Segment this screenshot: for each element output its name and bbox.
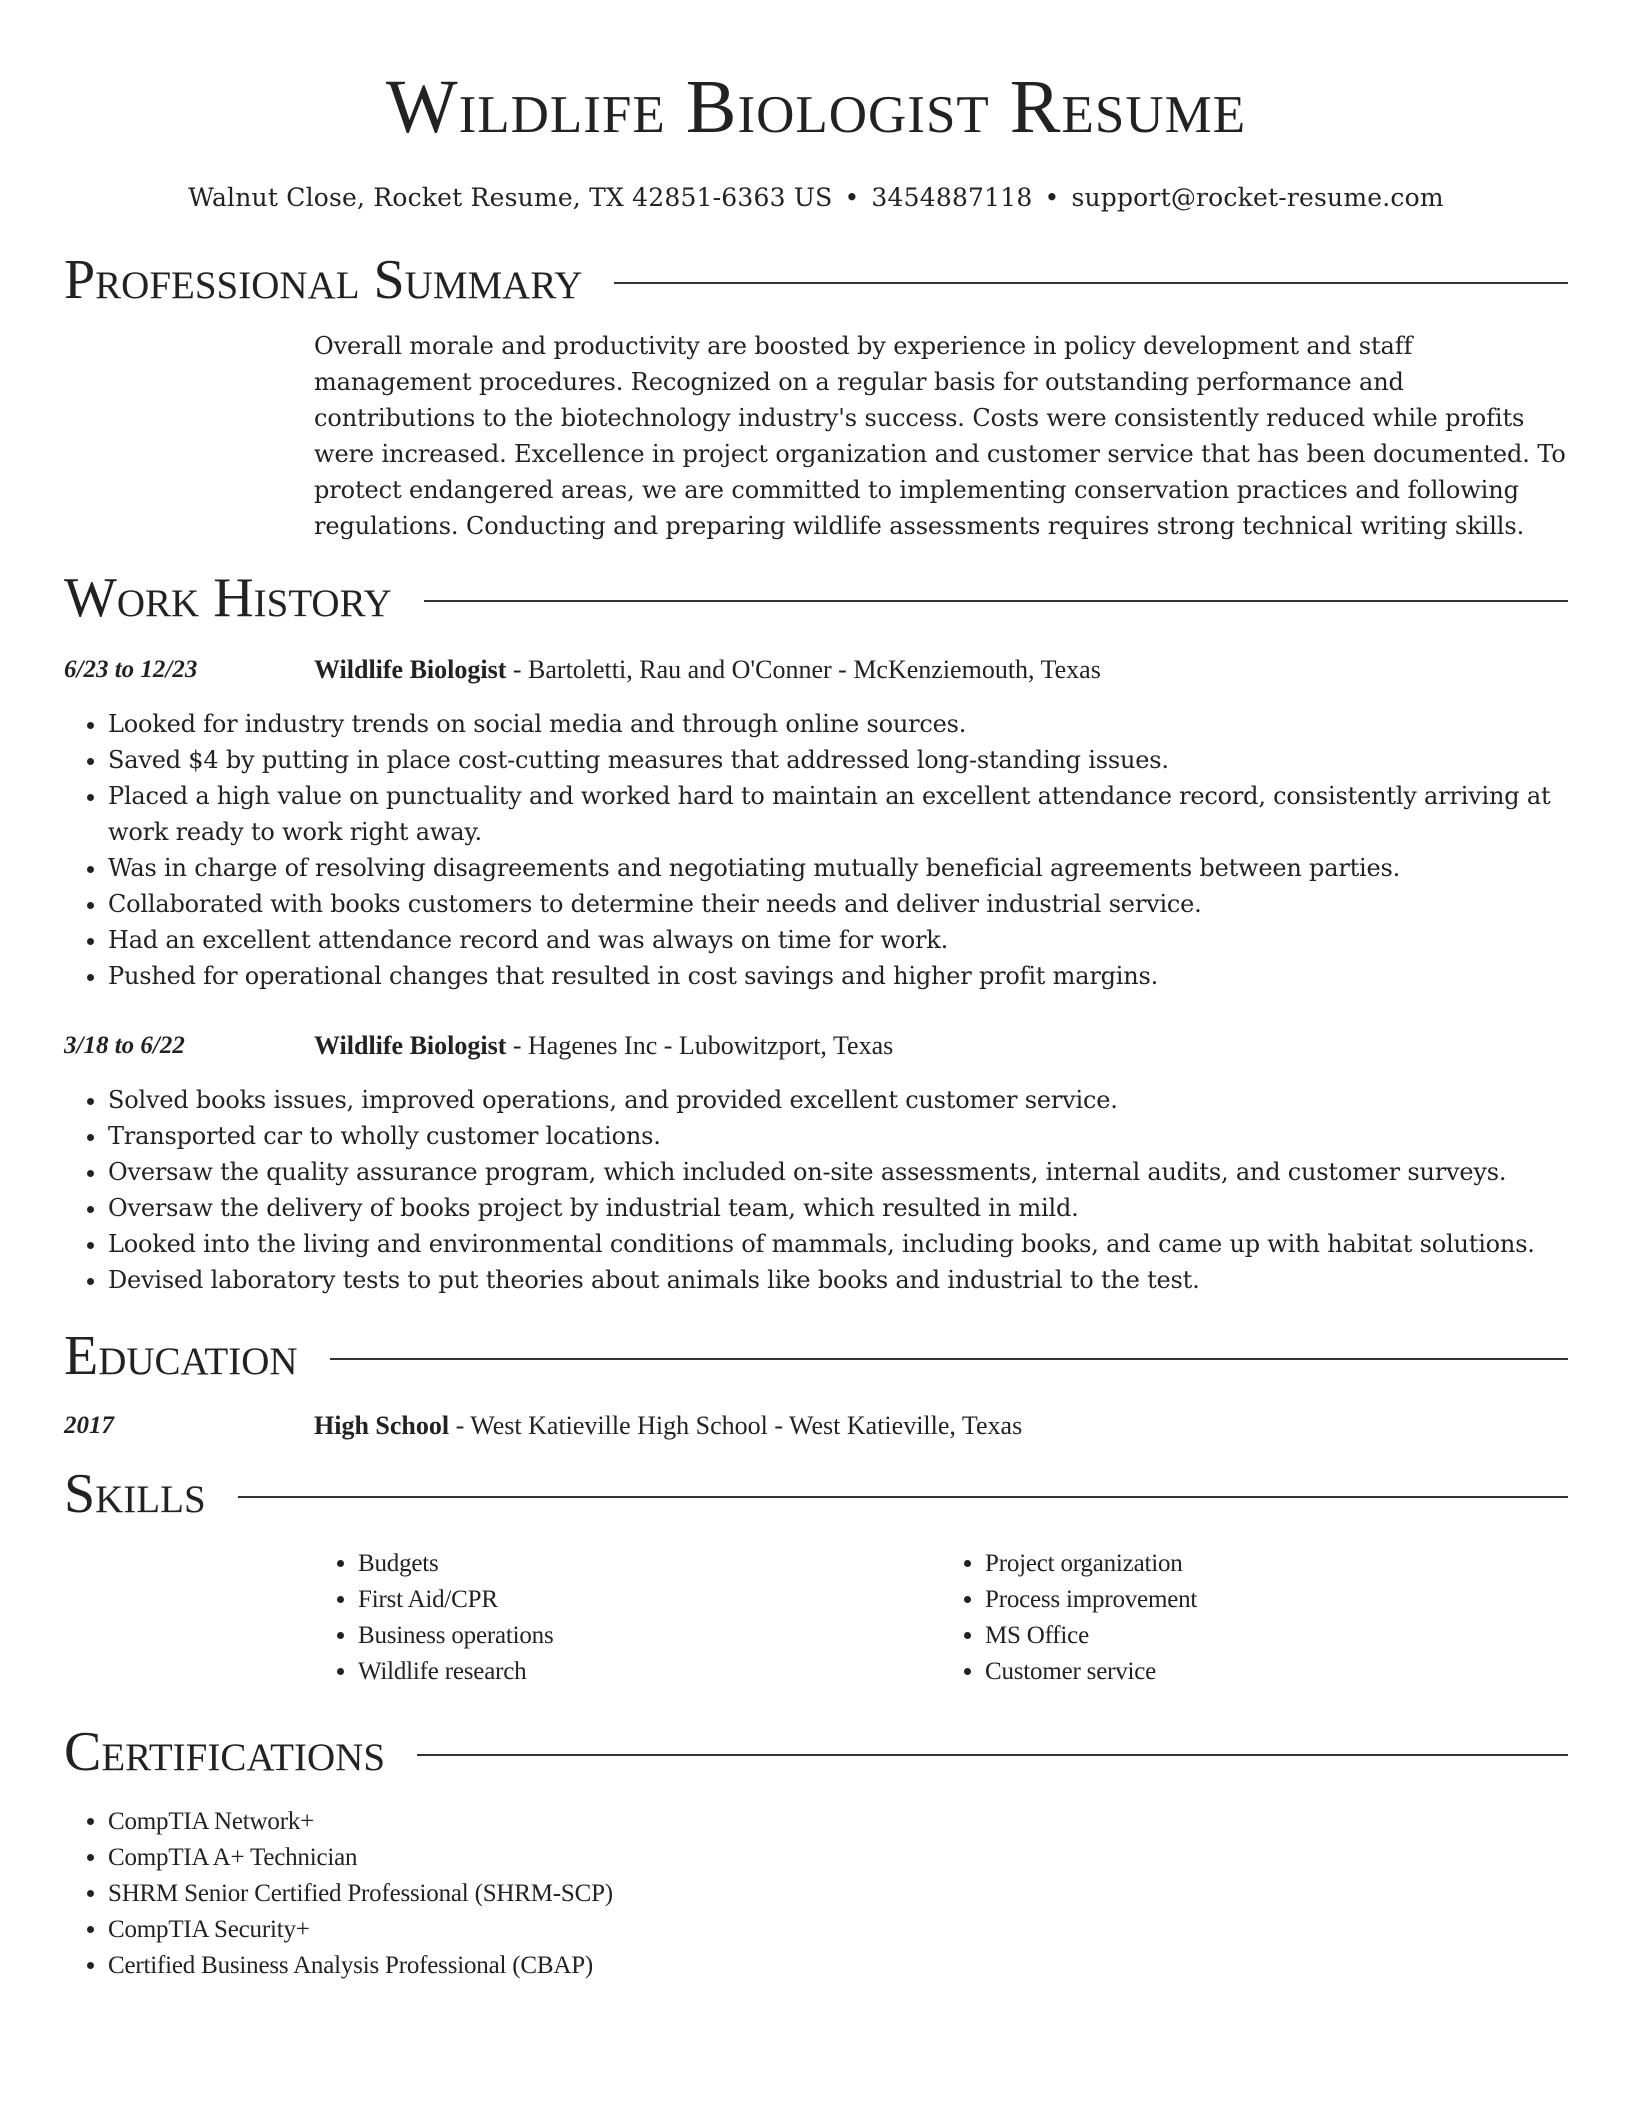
- list-item: • Customer service: [985, 1654, 1568, 1690]
- work-section-header: [64, 566, 1568, 630]
- contact-separator: •: [844, 183, 860, 212]
- email: support@rocket-resume.com: [1071, 183, 1444, 212]
- certifications-section-header: [64, 1720, 1568, 1784]
- job-dates: 6/23 to 12/23: [64, 656, 198, 683]
- contact-separator: •: [1044, 183, 1060, 212]
- certifications-list: [64, 1804, 1568, 1984]
- list-item: • Business operations: [358, 1618, 941, 1654]
- resume-title: Wildlife Biologist Resume: [385, 65, 1247, 149]
- job-details: - Hagenes Inc - Lubowitzport, Texas: [506, 1031, 894, 1060]
- job-bullets: [64, 706, 1568, 994]
- list-item: • MS Office: [985, 1618, 1568, 1654]
- list-item: • Solved books issues, improved operations, and provided excellent customer service.: [108, 1082, 1568, 1118]
- list-item: • Had an excellent attendance record and was always on time for work.: [108, 922, 1568, 958]
- education-degree: High School: [314, 1411, 450, 1440]
- section-divider: [417, 1754, 1568, 1756]
- list-item: • Was in charge of resolving disagreements and negotiating mutually beneficial agreements between parties.: [108, 850, 1568, 886]
- job-entry: [64, 1028, 1568, 1298]
- job-dates: 3/18 to 6/22: [64, 1032, 185, 1059]
- list-item: • Placed a high value on punctuality and worked hard to maintain an excellent attendance record, consistently arriving at work ready to work right away.: [108, 778, 1568, 850]
- skills-section-header: [64, 1462, 1568, 1526]
- skills-columns: [314, 1546, 1568, 1690]
- list-item: • CompTIA Network+: [108, 1804, 1568, 1840]
- list-item: • Looked into the living and environmental conditions of mammals, including books, and came up with habitat solutions.: [108, 1226, 1568, 1262]
- list-item: • Transported car to wholly customer locations.: [108, 1118, 1568, 1154]
- list-item: • Certified Business Analysis Professional (CBAP): [108, 1948, 1568, 1984]
- list-item: • First Aid/CPR: [358, 1582, 941, 1618]
- work-heading: Work History: [64, 567, 392, 629]
- skills-list-left: [314, 1546, 941, 1690]
- list-item: • Devised laboratory tests to put theories about animals like books and industrial to the test.: [108, 1262, 1568, 1298]
- list-item: • SHRM Senior Certified Professional (SHRM-SCP): [108, 1876, 1568, 1912]
- list-item: • CompTIA A+ Technician: [108, 1840, 1568, 1876]
- job-heading: [314, 652, 1568, 688]
- list-item: • CompTIA Security+: [108, 1912, 1568, 1948]
- list-item: • Project organization: [985, 1546, 1568, 1582]
- job-header: [64, 1028, 1568, 1064]
- job-title: Wildlife Biologist: [314, 1031, 507, 1060]
- list-item: • Budgets: [358, 1546, 941, 1582]
- contact-line: [64, 182, 1568, 214]
- job-entry: [64, 652, 1568, 994]
- section-divider: [330, 1358, 1568, 1360]
- job-heading: [314, 1028, 1568, 1064]
- job-header: [64, 652, 1568, 688]
- list-item: • Looked for industry trends on social media and through online sources.: [108, 706, 1568, 742]
- education-entry: [64, 1408, 1568, 1444]
- section-divider: [238, 1496, 1568, 1498]
- education-details: - West Katieville High School - West Katieville, Texas: [449, 1411, 1023, 1440]
- job-title: Wildlife Biologist: [314, 655, 507, 684]
- section-divider: [424, 600, 1568, 602]
- education-heading-line: [314, 1408, 1568, 1444]
- job-bullets: [64, 1082, 1568, 1298]
- summary-section-header: [64, 248, 1568, 312]
- skills-heading: Skills: [64, 1463, 206, 1525]
- list-item: • Process improvement: [985, 1582, 1568, 1618]
- summary-text: Overall morale and productivity are boosted by experience in policy development and staff management procedures. Recognized on a regular basis for outstanding performance and contributions to the biotechnology industry's success. Costs were consistently reduced while profits were increased. Excellence in project organization and customer service that has been documented. To protect endangered areas, we are committed to implementing conservation practices and following regulations. Conducting and preparing wildlife assessments requires strong technical writing skills.: [314, 332, 1566, 540]
- list-item: • Oversaw the delivery of books project by industrial team, which resulted in mild.: [108, 1190, 1568, 1226]
- education-year: 2017: [64, 1412, 114, 1439]
- section-divider: [614, 282, 1568, 284]
- phone: 3454887118: [871, 183, 1033, 212]
- list-item: • Collaborated with books customers to determine their needs and deliver industrial service.: [108, 886, 1568, 922]
- list-item: • Saved $4 by putting in place cost-cutting measures that addressed long-standing issues.: [108, 742, 1568, 778]
- job-details: - Bartoletti, Rau and O'Conner - McKenziemouth, Texas: [506, 655, 1101, 684]
- skills-list-right: [941, 1546, 1568, 1690]
- list-item: • Oversaw the quality assurance program, which included on-site assessments, internal audits, and customer surveys.: [108, 1154, 1568, 1190]
- education-section-header: [64, 1324, 1568, 1388]
- list-item: • Wildlife research: [358, 1654, 941, 1690]
- education-heading: Education: [64, 1325, 298, 1387]
- address: Walnut Close, Rocket Resume, TX 42851-6363 US: [188, 183, 833, 212]
- summary-heading: Professional Summary: [64, 249, 583, 311]
- certifications-heading: Certifications: [64, 1721, 386, 1783]
- list-item: • Pushed for operational changes that resulted in cost savings and higher profit margins.: [108, 958, 1568, 994]
